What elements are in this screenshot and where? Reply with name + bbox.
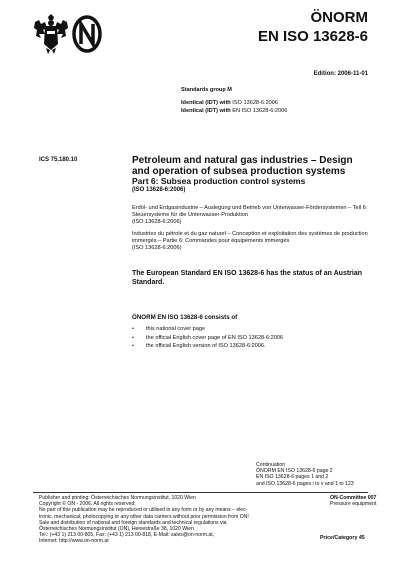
norm-label: ÖNORM — [310, 9, 368, 26]
publisher-info: Publisher and printing: Österreichisches Normungsinstitut, 1020 Wien Copyright © ON - 2006. All rights reserved; No part of this publication may be reproduced or utilised in any form or by any means – elec- tronic, mechanical, photocopying or any other data carriers without prior permission from ON! Sale and distribution of national and foreign standards and technical regulations via Österreichisches Normungsinstitut (ON), Heinestraße 38, 1020 Wien Tel.: (+43 1) 213 00-805, Fax: (+43 1) 213 00-818, E-Mail: sales@on-norm.at, Internet: http://www.on-norm.at — [39, 495, 249, 545]
committee-info: ON-Committee 007 Pressure equipment — [330, 495, 377, 508]
part-title: Part 6: Subsea production control systems (ISO 13628-6:2006) — [132, 177, 372, 195]
footer-divider — [33, 492, 368, 493]
standard-header — [258, 8, 368, 46]
list-item: • the official English version of ISO 13628-6:2006. — [132, 342, 283, 351]
german-title: Erdöl- und Erdgasindustrie – Auslegung und Betrieb von Unterwasser-Fördersystemen – Teil 6: Steuersysteme für die Unterwasser-Produktion (ISO 13628-6:2006) — [132, 205, 368, 225]
edition-date: Edition: 2006-11-01 — [313, 71, 368, 77]
identical-line: Identical (IDT) with ISO 13628-6:2006 — [181, 100, 279, 106]
standards-group: Standards group M — [181, 87, 232, 93]
status-statement: The European Standard EN ISO 13628-6 has the status of an Austrian Standard. — [132, 270, 363, 286]
ics-code: ICS 75.180.10 — [39, 157, 78, 163]
contents-list — [132, 325, 283, 351]
continuation-note: Continuation ÖNORM EN ISO 13628-6 page 2 EN ISO 13628-6 pages 1 and 2 and ISO 13628-6 pages i to v and 1 to 123 — [256, 462, 354, 487]
identical-line: Identical (IDT) with EN ISO 13628-6:2006 — [181, 108, 288, 114]
list-item: • this national cover page — [132, 325, 283, 334]
french-title: Industries du pétrole et du gaz naturel – Conception et exploitation des systèmes de production immergés – Partie 6: Commandes pour équipements immergés (ISO 13628-6:2006) — [132, 231, 368, 251]
austrian-eagle-icon — [33, 14, 69, 54]
title-reference: (ISO 13628-6:2006) — [132, 187, 186, 193]
price-category: Price/Category 45 — [320, 535, 365, 541]
on-logo-icon — [72, 14, 102, 54]
list-item: • the official English cover page of EN ISO 13628-6:2006 — [132, 334, 283, 343]
document-title: Petroleum and natural gas industries – Design and operation of subsea production systems — [132, 155, 353, 177]
contents-heading: ÖNORM EN ISO 13628-6 consists of — [132, 314, 238, 321]
standard-number: EN ISO 13628-6 — [257, 28, 368, 45]
